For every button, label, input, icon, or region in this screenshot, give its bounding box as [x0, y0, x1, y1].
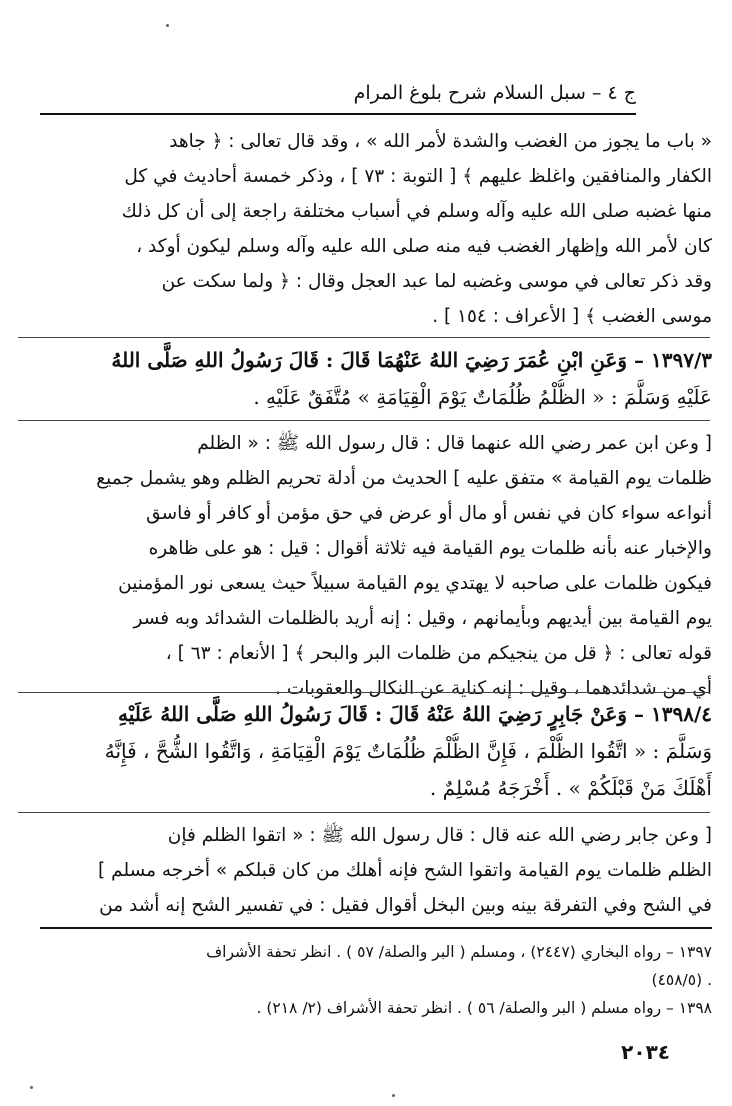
hadith-1398 — [14, 696, 712, 807]
footnotes — [30, 938, 712, 1022]
footnote-rule — [40, 927, 712, 929]
hadith-line: عَلَيْهِ وَسَلَّمَ : « الظُّلْمُ ظُلُمَاتٌ يَوْمَ الْقِيَامَةِ » مُتَّفَقٌ عَلَيْهِ . — [253, 385, 712, 409]
text-line: موسى الغضب ﴾ [ الأعراف : ١٥٤ ] . — [432, 306, 712, 327]
text-line: يوم القيامة بين أيديهم وبأيمانهم ، وقيل : إنه أريد بالظلمات الشدائد وبه فسر — [133, 608, 712, 629]
text-line: قوله تعالى : ﴿ قل من ينجيكم من ظلمات البر والبحر ﴾ [ الأنعام : ٦٣ ] ، — [165, 643, 712, 664]
hadith-line: ١٣٩٨/٤ – وَعَنْ جَابِرٍ رَضِيَ اللهُ عَنْهُ قَالَ : قَالَ رَسُولُ اللهِ صَلَّى اللهُ عَلَيْهِ — [118, 702, 712, 726]
section-divider — [18, 692, 710, 693]
text-line: الظلم ظلمات يوم القيامة واتقوا الشح فإنه أهلك من كان قبلكم » أخرجه مسلم ] — [98, 860, 712, 881]
hadith-line: وَسَلَّمَ : « اتَّقُوا الظُّلْمَ ، فَإِنَّ الظُّلْمَ ظُلُمَاتٌ يَوْمَ الْقِيَامَةِ ، وَاتَّقُوا الشُّحَّ ، فَإِنَّهُ — [104, 739, 712, 763]
footnote-line: . (٤٥٨/٥) — [651, 971, 712, 989]
scan-speck — [30, 1086, 33, 1089]
text-line: فيكون ظلمات على صاحبه لا يهتدي يوم القيامة سبيلاً حيث يسعى نور المؤمنين — [118, 573, 712, 594]
commentary-1398 — [14, 818, 712, 923]
section-divider — [18, 812, 710, 813]
text-line: وقد ذكر تعالى في موسى وغضبه لما عبد العجل وقال : ﴿ ولما سكت عن — [161, 271, 712, 292]
text-line: كان لأمر الله وإظهار الغضب فيه منه صلى الله عليه وآله وسلم ليكون أوكد ، — [136, 236, 712, 257]
section-divider — [18, 420, 710, 421]
text-line: الكفار والمنافقين واغلظ عليهم ﴾ [ التوبة : ٧٣ ] ، وذكر خمسة أحاديث في كل — [124, 166, 712, 187]
hadith-line: ١٣٩٧/٣ – وَعَنِ ابْنِ عُمَرَ رَضِيَ اللهُ عَنْهُمَا قَالَ : قَالَ رَسُولُ اللهِ صَلَّى اللهُ — [111, 348, 712, 372]
text-line: في الشح وفي التفرقة بينه وبين البخل أقوال فقيل : في تفسير الشح إنه أشد من — [99, 895, 712, 916]
hadith-1397 — [14, 342, 712, 416]
text-line: [ وعن ابن عمر رضي الله عنهما قال : قال رسول الله ﷺ : « الظلم — [197, 433, 712, 454]
text-line: أنواعه سواء كان في نفس أو مال أو عرض في حق مؤمن أو كافر أو فاسق — [146, 503, 712, 524]
section-divider — [18, 337, 710, 338]
text-line: [ وعن جابر رضي الله عنه قال : قال رسول الله ﷺ : « اتقوا الظلم فإن — [167, 825, 712, 846]
hadith-line: أَهْلَكَ مَنْ قَبْلَكُمْ » . أَخْرَجَهُ مُسْلِمٌ . — [429, 776, 712, 800]
text-line: أي من شدائدهما ، وقيل : إنه كناية عن النكال والعقوبات . — [275, 678, 712, 699]
intro-paragraph — [14, 124, 712, 334]
scan-speck — [392, 1094, 395, 1097]
scan-speck — [166, 24, 169, 27]
text-line: والإخبار عنه بأنه ظلمات يوم القيامة فيه ثلاثة أقوال : قيل : هو على ظاهره — [148, 538, 712, 559]
text-line: ظلمات يوم القيامة » متفق عليه ] الحديث من أدلة تحريم الظلم وهو يشمل جميع — [96, 468, 712, 489]
page-number: ٢٠٣٤ — [621, 1040, 670, 1064]
footnote-line: ١٣٩٨ – رواه مسلم ( البر والصلة/ ٥٦ ) . انظر تحفة الأشراف (٢/ ٢١٨) . — [256, 999, 712, 1017]
text-line: منها غضبه صلى الله عليه وآله وسلم في أسباب مختلفة راجعة إلى أن كل ذلك — [121, 201, 712, 222]
commentary-1397 — [14, 426, 712, 706]
running-header: ج ٤ – سبل السلام شرح بلوغ المرام — [353, 82, 636, 104]
text-line: « باب ما يجوز من الغضب والشدة لأمر الله » ، وقد قال تعالى : ﴿ جاهد — [169, 131, 712, 152]
footnote-line: ١٣٩٧ – رواه البخاري (٢٤٤٧) ، ومسلم ( البر والصلة/ ٥٧ ) . انظر تحفة الأشراف — [206, 943, 712, 961]
header-rule — [40, 113, 636, 115]
